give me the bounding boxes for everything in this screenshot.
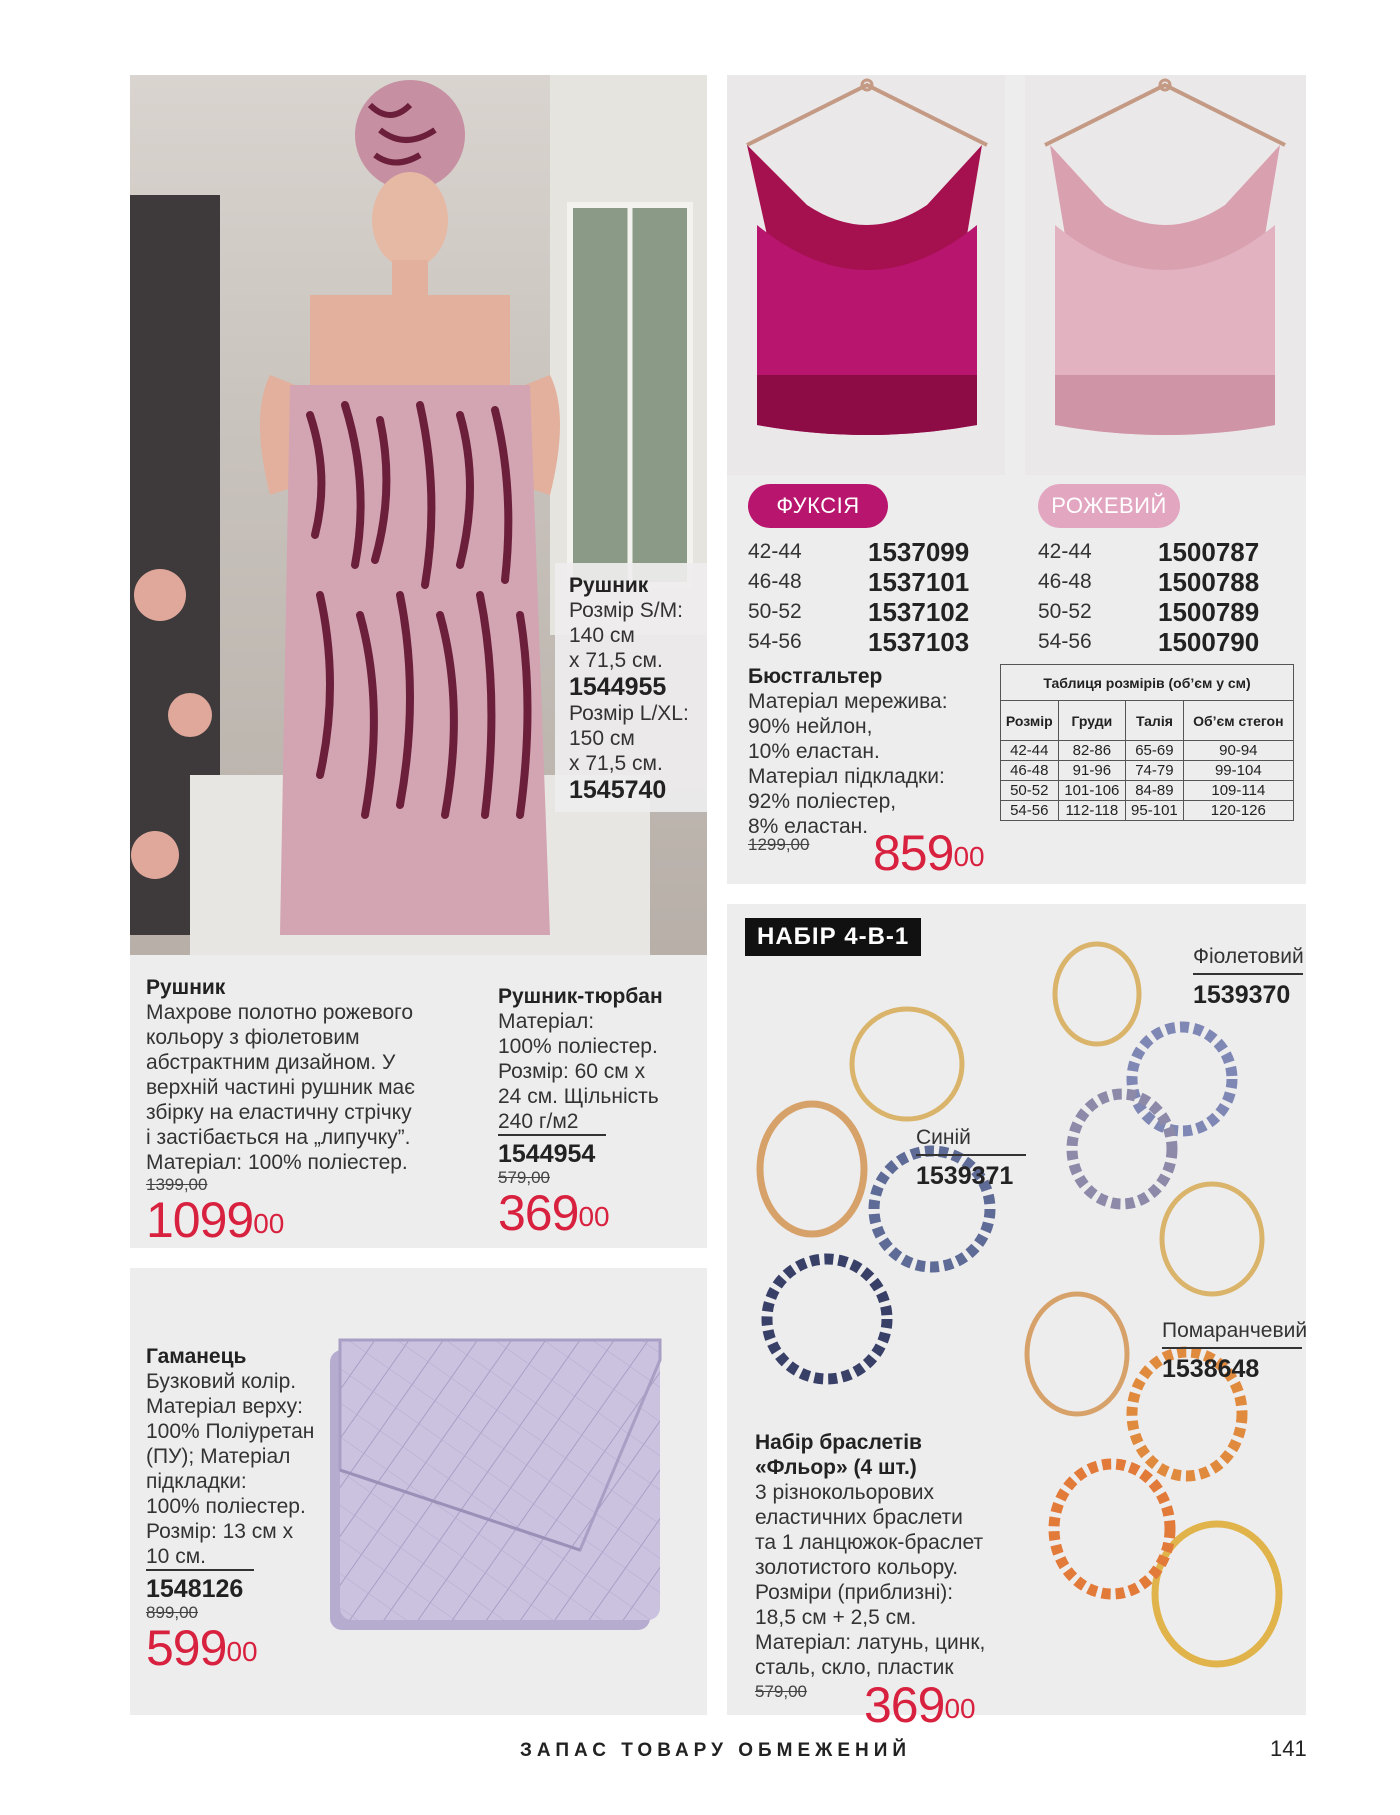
- size-table-cell: 91-96: [1058, 761, 1126, 781]
- towel-old-price: 1399,00: [146, 1175, 208, 1194]
- towel-desc-2: кольору з фіолетовим: [146, 1026, 360, 1049]
- turban-info: [498, 984, 698, 1241]
- towel-desc-3: абстрактним дизайном. У: [146, 1051, 396, 1074]
- product-code: 1500787: [1158, 536, 1260, 567]
- size-table-cell: 95-101: [1126, 801, 1184, 821]
- bra-sizes-fuchsia: [748, 537, 969, 657]
- size-table-cell: 84-89: [1126, 781, 1184, 801]
- bracelets-old-price: 579,00: [755, 1682, 807, 1701]
- size-table: [1000, 664, 1294, 821]
- towel-photo: [130, 75, 707, 955]
- size-label: 42-44: [748, 540, 802, 563]
- bracelets-desc-6: 18,5 см + 2,5 см.: [755, 1606, 917, 1629]
- color-pill-fuchsia[interactable]: ФУКСІЯ: [748, 484, 888, 528]
- wallet-desc-7: Розмір: 13 см х: [146, 1520, 294, 1543]
- towel-info: [146, 975, 456, 1248]
- wallet-desc-3: 100% Поліуретан: [146, 1420, 315, 1443]
- size-row: [748, 537, 969, 567]
- bracelets-title-2: «Фльор» (4 шт.): [755, 1456, 917, 1479]
- bra-desc-3: 10% еластан.: [748, 740, 880, 763]
- wallet-price-main: 599: [146, 1620, 227, 1676]
- size-table-cell: 101-106: [1058, 781, 1126, 801]
- size-table-caption-row: [1001, 665, 1294, 701]
- variant-name: Фіолетовий: [1193, 944, 1303, 975]
- bracelets-price-main: 369: [864, 1677, 945, 1733]
- bracelets-desc-5: Розміри (приблизні):: [755, 1581, 954, 1604]
- bra-desc-1: Матеріал мережива:: [748, 690, 948, 713]
- towel-code-lxl: 1545740: [569, 776, 667, 804]
- wallet-title: Гаманець: [146, 1345, 247, 1368]
- size-label: 54-56: [748, 630, 802, 653]
- towel-overlay-size-sm-w: 140 см: [569, 624, 635, 647]
- size-table-cell: 46-48: [1001, 761, 1059, 781]
- size-row: [748, 597, 969, 627]
- bracelets-price-cents: 00: [944, 1693, 976, 1724]
- towel-price-main: 1099: [146, 1192, 254, 1248]
- variant-code: 1539371: [916, 1162, 1014, 1190]
- variant-violet: [1193, 944, 1303, 1009]
- bra-desc-5: 92% поліестер,: [748, 790, 897, 813]
- variant-code: 1538648: [1162, 1355, 1260, 1383]
- size-table-cell: 112-118: [1058, 801, 1126, 821]
- variant-blue: [916, 1125, 1026, 1190]
- size-table-cell: 120-126: [1183, 801, 1293, 821]
- variant-code: 1539370: [1193, 981, 1291, 1009]
- wallet-old-price: 899,00: [146, 1603, 198, 1622]
- turban-desc-4: 24 см. Щільність: [498, 1085, 659, 1108]
- turban-desc-5: 240 г/м2: [498, 1109, 606, 1136]
- bra-price: [873, 825, 985, 881]
- bracelets-desc-3: та 1 ланцюжок-браслет: [755, 1531, 984, 1554]
- size-label: 46-48: [1038, 570, 1092, 593]
- size-table-cell: 109-114: [1183, 781, 1293, 801]
- size-table-header: Груди: [1058, 701, 1126, 741]
- turban-price: [498, 1185, 698, 1241]
- size-label: 50-52: [748, 600, 802, 623]
- bra-desc-4: Матеріал підкладки:: [748, 765, 945, 788]
- size-table-header: Талія: [1126, 701, 1184, 741]
- turban-desc-1: Матеріал:: [498, 1010, 595, 1033]
- size-table-cell: 99-104: [1183, 761, 1293, 781]
- towel-desc-4: верхній частині рушник має: [146, 1076, 415, 1099]
- size-table-header: Об’єм стегон: [1183, 701, 1293, 741]
- wallet-info: [146, 1344, 326, 1676]
- product-code: 1500788: [1158, 566, 1260, 597]
- product-code: 1537102: [868, 596, 970, 627]
- towel-title: Рушник: [146, 976, 226, 999]
- page-number: 141: [1270, 1736, 1307, 1761]
- towel-desc-7: Матеріал: 100% поліестер.: [146, 1151, 408, 1174]
- bracelets-desc-8: сталь, скло, пластик: [755, 1656, 954, 1679]
- bracelets-title-1: Набір браслетів: [755, 1431, 922, 1454]
- size-table-cell: 65-69: [1126, 741, 1184, 761]
- size-label: 50-52: [1038, 600, 1092, 623]
- size-table-row: [1001, 781, 1294, 801]
- size-table-row: [1001, 761, 1294, 781]
- wallet-desc-2: Матеріал верху:: [146, 1395, 303, 1418]
- size-table-header-row: [1001, 701, 1294, 741]
- bracelets-price: [864, 1677, 976, 1733]
- bra-old-price: 1299,00: [748, 835, 810, 854]
- bracelets-desc-4: золотистого кольору.: [755, 1556, 959, 1579]
- wallet-price-cents: 00: [226, 1636, 258, 1667]
- bracelets-desc-1: 3 різнокольорових: [755, 1481, 935, 1504]
- turban-old-price: 579,00: [498, 1168, 550, 1187]
- size-table-cell: 42-44: [1001, 741, 1059, 761]
- bra-desc-6: 8% еластан.: [748, 815, 869, 838]
- size-table-cell: 82-86: [1058, 741, 1126, 761]
- stock-notice: ЗАПАС ТОВАРУ ОБМЕЖЕНИЙ: [520, 1740, 912, 1761]
- towel-overlay-size-sm-h: х 71,5 см.: [569, 649, 663, 672]
- size-label: 42-44: [1038, 540, 1092, 563]
- towel-desc-1: Махрове полотно рожевого: [146, 1001, 414, 1024]
- product-code: 1500790: [1158, 626, 1260, 657]
- size-table-row: [1001, 801, 1294, 821]
- size-label: 46-48: [748, 570, 802, 593]
- size-row: [1038, 627, 1259, 657]
- bracelets-desc-2: еластичних браслети: [755, 1506, 963, 1529]
- size-table-header: Розмір: [1001, 701, 1059, 741]
- turban-code: 1544954: [498, 1140, 596, 1168]
- size-row: [748, 627, 969, 657]
- size-row: [1038, 597, 1259, 627]
- wallet-desc-1: Бузковий колір.: [146, 1370, 297, 1393]
- size-label: 54-56: [1038, 630, 1092, 653]
- size-table-cell: 90-94: [1183, 741, 1293, 761]
- turban-desc-3: Розмір: 60 см х: [498, 1060, 646, 1083]
- wallet-desc-6: 100% поліестер.: [146, 1495, 306, 1518]
- size-row: [1038, 567, 1259, 597]
- bra-desc-2: 90% нейлон,: [748, 715, 873, 738]
- color-pill-pink[interactable]: РОЖЕВИЙ: [1038, 484, 1180, 528]
- variant-name: Синій: [916, 1125, 1026, 1156]
- towel-overlay-size-lxl-w: 150 см: [569, 727, 635, 750]
- towel-price: [146, 1192, 456, 1248]
- wallet-desc-8: 10 см.: [146, 1544, 254, 1571]
- size-table-cell: 54-56: [1001, 801, 1059, 821]
- bra-sizes-pink: [1038, 537, 1259, 657]
- towel-desc-6: і застібається на „липучку”.: [146, 1126, 411, 1149]
- wallet-code: 1548126: [146, 1575, 244, 1603]
- towel-overlay-title: Рушник: [569, 574, 649, 597]
- towel-price-cents: 00: [253, 1208, 285, 1239]
- bracelets-badge: НАБІР 4-В-1: [745, 918, 921, 956]
- size-table-cell: 50-52: [1001, 781, 1059, 801]
- variant-name: Помаранчевий: [1162, 1318, 1302, 1349]
- turban-desc-2: 100% поліестер.: [498, 1035, 658, 1058]
- variant-orange: [1162, 1318, 1308, 1383]
- size-row: [748, 567, 969, 597]
- turban-title: Рушник-тюрбан: [498, 985, 663, 1008]
- bra-photo-pink: [1025, 75, 1306, 475]
- towel-overlay-label: [555, 563, 707, 812]
- bra-price-cents: 00: [953, 841, 985, 872]
- size-row: [1038, 537, 1259, 567]
- towel-overlay-size-lxl: Розмір L/XL:: [569, 702, 689, 725]
- product-code: 1500789: [1158, 596, 1260, 627]
- towel-desc-5: збірку на еластичну стрічку: [146, 1101, 412, 1124]
- bra-price-main: 859: [873, 825, 954, 881]
- wallet-price: [146, 1620, 326, 1676]
- product-code: 1537103: [868, 626, 970, 657]
- size-table-cell: 74-79: [1126, 761, 1184, 781]
- towel-overlay-size-sm: Розмір S/M:: [569, 599, 683, 622]
- product-code: 1537101: [868, 566, 970, 597]
- bra-info: [748, 664, 988, 839]
- bracelets-desc-7: Матеріал: латунь, цинк,: [755, 1631, 986, 1654]
- size-table-row: [1001, 741, 1294, 761]
- turban-price-cents: 00: [578, 1201, 610, 1232]
- towel-code-sm: 1544955: [569, 673, 667, 701]
- bra-photo-fuchsia: [727, 75, 1005, 475]
- turban-price-main: 369: [498, 1185, 579, 1241]
- wallet-desc-4: (ПУ); Матеріал: [146, 1445, 291, 1468]
- wallet-desc-5: підкладки:: [146, 1470, 247, 1493]
- bracelets-info: [755, 1430, 1015, 1680]
- product-code: 1537099: [868, 536, 970, 567]
- towel-overlay-size-lxl-h: х 71,5 см.: [569, 752, 663, 775]
- size-table-caption: Таблиця розмірів (об’єм у см): [1001, 665, 1294, 701]
- bra-title: Бюстгальтер: [748, 665, 883, 688]
- wallet-photo: [320, 1320, 690, 1660]
